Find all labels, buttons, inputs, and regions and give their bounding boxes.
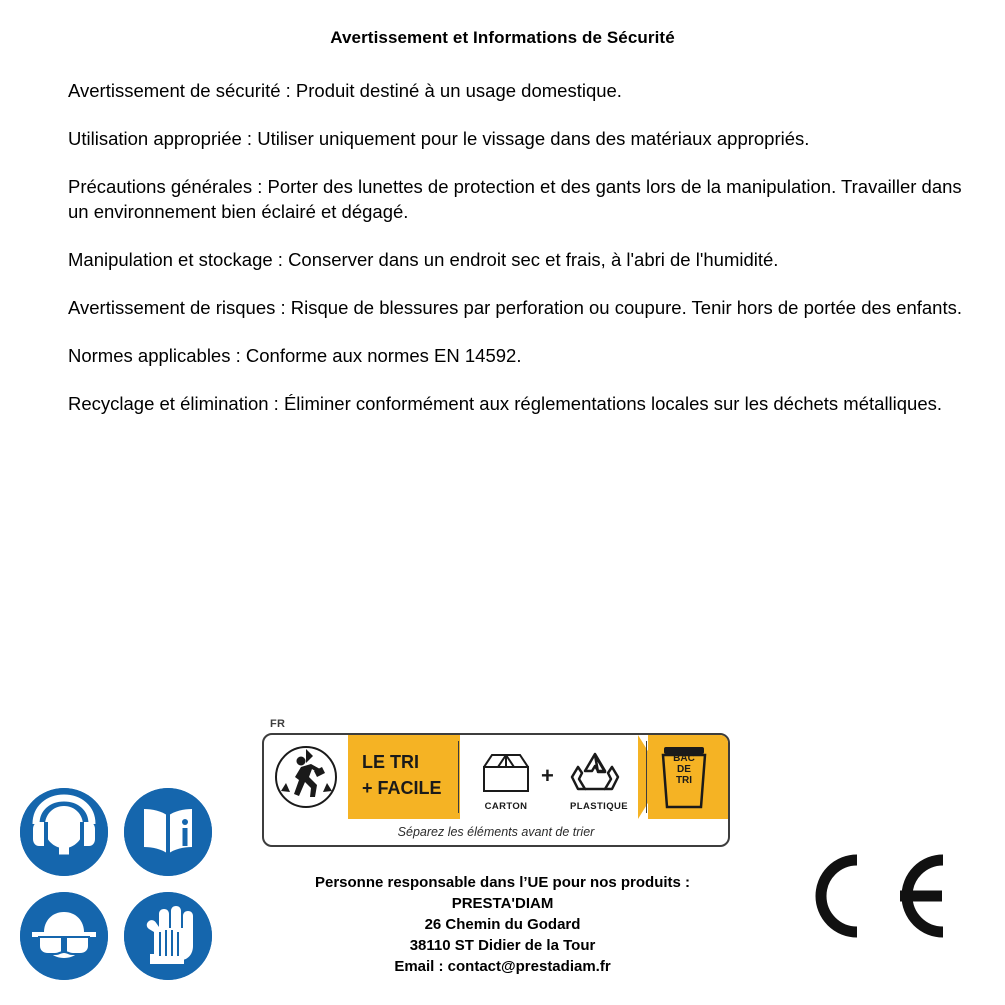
bin-label-line3: TRI	[675, 775, 693, 786]
recycling-headline-line2: + FACILE	[362, 778, 442, 798]
responsible-person-heading: Personne responsable dans l’UE pour nos produits :	[314, 874, 691, 891]
carton-box-icon	[476, 749, 536, 797]
paragraph-general-precautions: Précautions générales : Porter des lunettes de protection et des gants lors de la manipulation. Travailler dans un environnement bien éclairé et dégagé.	[68, 176, 962, 222]
language-tag: FR	[270, 718, 286, 730]
bin-label-line1: BAC	[673, 753, 695, 764]
carton-label: CARTON	[484, 801, 528, 812]
bin-label-line2: DE	[677, 764, 691, 775]
paragraph-risk-warning: Avertissement de risques : Risque de blessures par perforation ou coupure. Tenir hors de portée des enfants.	[68, 297, 962, 318]
paragraph-safety-warning: Avertissement de sécurité : Produit destiné à un usage domestique.	[68, 80, 622, 101]
plus-sign: +	[541, 763, 554, 788]
page-title: Avertissement et Informations de Sécurité	[330, 28, 675, 47]
triman-figure-icon	[270, 741, 346, 813]
recycling-headline	[362, 749, 458, 801]
responsible-person-city: 38110 ST Didier de la Tour	[409, 937, 596, 954]
bin-label	[656, 753, 712, 786]
ce-marking	[795, 850, 955, 942]
recycling-label	[262, 718, 732, 850]
responsible-person-company: PRESTA'DIAM	[451, 895, 554, 912]
recycling-label-box	[262, 733, 730, 847]
divider-left	[458, 741, 459, 813]
plastic-recycle-icon	[564, 749, 626, 797]
paragraph-handling-storage: Manipulation et stockage : Conserver dans un endroit sec et frais, à l'abri de l'humidité.	[68, 249, 779, 270]
paragraph-proper-use: Utilisation appropriée : Utiliser uniquement pour le vissage dans des matériaux appropriés.	[68, 128, 810, 149]
recycling-footer-text: Séparez les éléments avant de trier	[397, 825, 595, 839]
plastic-label: PLASTIQUE	[570, 801, 628, 812]
read-manual-icon	[124, 788, 212, 876]
safety-information-body	[68, 78, 973, 416]
recycling-headline-line1: LE TRI	[362, 752, 419, 772]
responsible-person-email: Email : contact@prestadiam.fr	[394, 958, 611, 975]
paragraph-recycling-disposal: Recyclage et élimination : Éliminer conformément aux réglementations locales sur les déchets métalliques.	[68, 393, 943, 414]
divider-right	[646, 741, 647, 813]
ear-protection-icon	[20, 788, 108, 876]
paragraph-applicable-standards: Normes applicables : Conforme aux normes EN 14592.	[68, 345, 522, 366]
responsible-person-street: 26 Chemin du Godard	[424, 916, 581, 933]
